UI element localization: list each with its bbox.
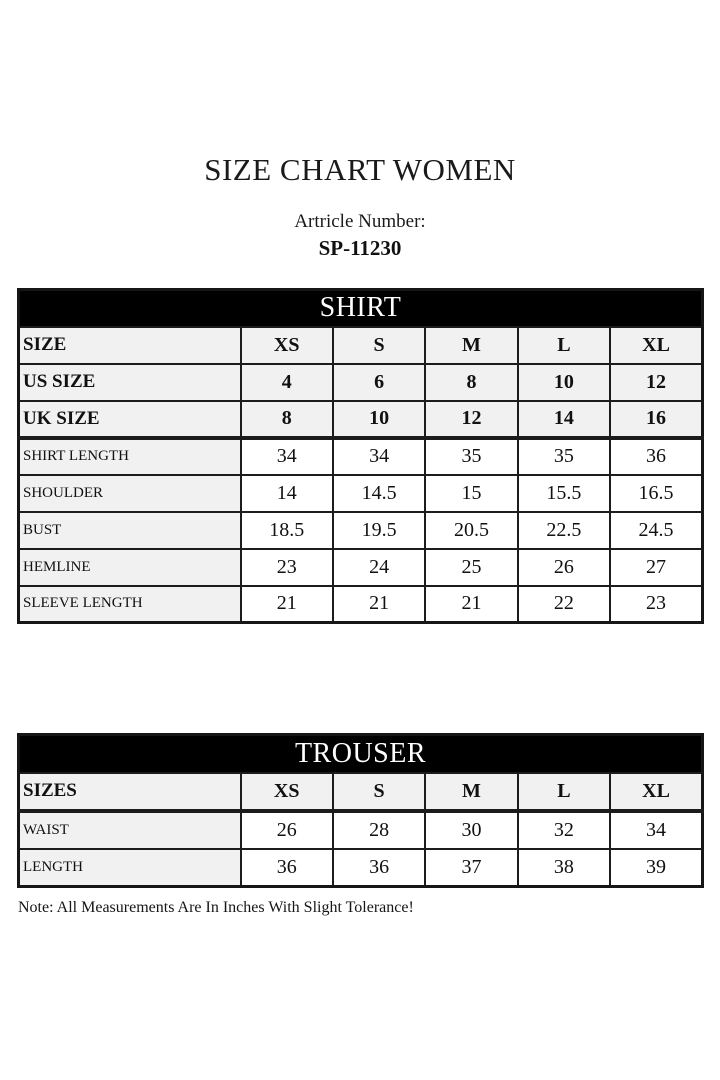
value-cell: 24 bbox=[333, 549, 425, 586]
value-cell: 21 bbox=[241, 586, 333, 623]
trouser-size-table bbox=[17, 733, 704, 888]
measure-row-label: SHIRT LENGTH bbox=[19, 438, 241, 475]
table-title: TROUSER bbox=[19, 735, 703, 773]
measurement-note: Note: All Measurements Are In Inches With Slight Tolerance! bbox=[18, 899, 414, 916]
table-row bbox=[19, 849, 703, 887]
size-cell: 16 bbox=[610, 401, 702, 438]
size-cell: 10 bbox=[333, 401, 425, 438]
size-cell: S bbox=[333, 773, 425, 811]
value-cell: 24.5 bbox=[610, 512, 702, 549]
value-cell: 28 bbox=[333, 811, 425, 849]
size-cell: XS bbox=[241, 773, 333, 811]
size-cell: S bbox=[333, 327, 425, 364]
measure-row-label: BUST bbox=[19, 512, 241, 549]
value-cell: 23 bbox=[610, 586, 702, 623]
value-cell: 14 bbox=[241, 475, 333, 512]
size-cell: M bbox=[425, 327, 517, 364]
value-cell: 14.5 bbox=[333, 475, 425, 512]
article-number-label: Artricle Number: bbox=[294, 211, 426, 232]
size-cell: 8 bbox=[241, 401, 333, 438]
size-cell: 12 bbox=[610, 364, 702, 401]
value-cell: 21 bbox=[425, 586, 517, 623]
value-cell: 23 bbox=[241, 549, 333, 586]
table-row bbox=[19, 512, 703, 549]
measure-row-label: SHOULDER bbox=[19, 475, 241, 512]
size-cell: 6 bbox=[333, 364, 425, 401]
table-title: SHIRT bbox=[19, 290, 703, 327]
size-cell: 8 bbox=[425, 364, 517, 401]
table-row bbox=[19, 327, 703, 364]
size-cell: 14 bbox=[518, 401, 610, 438]
value-cell: 35 bbox=[518, 438, 610, 475]
value-cell: 36 bbox=[610, 438, 702, 475]
value-cell: 15 bbox=[425, 475, 517, 512]
size-cell: XL bbox=[610, 327, 702, 364]
value-cell: 22 bbox=[518, 586, 610, 623]
size-cell: M bbox=[425, 773, 517, 811]
measure-row-label: WAIST bbox=[19, 811, 241, 849]
table-row bbox=[19, 549, 703, 586]
measure-row-label: LENGTH bbox=[19, 849, 241, 887]
value-cell: 15.5 bbox=[518, 475, 610, 512]
article-number-value: SP-11230 bbox=[318, 236, 402, 260]
value-cell: 20.5 bbox=[425, 512, 517, 549]
size-cell: XS bbox=[241, 327, 333, 364]
value-cell: 26 bbox=[518, 549, 610, 586]
shirt-size-table bbox=[17, 288, 704, 624]
table-row bbox=[19, 475, 703, 512]
value-cell: 30 bbox=[425, 811, 517, 849]
table-row bbox=[19, 364, 703, 401]
value-cell: 26 bbox=[241, 811, 333, 849]
table-row bbox=[19, 401, 703, 438]
size-row-label: UK SIZE bbox=[19, 401, 241, 438]
size-cell: 12 bbox=[425, 401, 517, 438]
value-cell: 18.5 bbox=[241, 512, 333, 549]
table-header-row bbox=[19, 290, 703, 327]
value-cell: 25 bbox=[425, 549, 517, 586]
value-cell: 27 bbox=[610, 549, 702, 586]
size-cell: L bbox=[518, 773, 610, 811]
table-row bbox=[19, 811, 703, 849]
size-row-label: SIZE bbox=[19, 327, 241, 364]
size-row-label: US SIZE bbox=[19, 364, 241, 401]
value-cell: 34 bbox=[241, 438, 333, 475]
value-cell: 39 bbox=[610, 849, 702, 887]
value-cell: 16.5 bbox=[610, 475, 702, 512]
value-cell: 37 bbox=[425, 849, 517, 887]
value-cell: 34 bbox=[333, 438, 425, 475]
table-row bbox=[19, 438, 703, 475]
table-header-row bbox=[19, 735, 703, 773]
size-cell: L bbox=[518, 327, 610, 364]
value-cell: 38 bbox=[518, 849, 610, 887]
value-cell: 22.5 bbox=[518, 512, 610, 549]
size-cell: XL bbox=[610, 773, 702, 811]
page-title: SIZE CHART WOMEN bbox=[204, 152, 516, 187]
value-cell: 32 bbox=[518, 811, 610, 849]
size-cell: 10 bbox=[518, 364, 610, 401]
value-cell: 34 bbox=[610, 811, 702, 849]
table-row bbox=[19, 773, 703, 811]
value-cell: 21 bbox=[333, 586, 425, 623]
size-cell: 4 bbox=[241, 364, 333, 401]
value-cell: 36 bbox=[333, 849, 425, 887]
measure-row-label: SLEEVE LENGTH bbox=[19, 586, 241, 623]
table-row bbox=[19, 586, 703, 623]
measure-row-label: HEMLINE bbox=[19, 549, 241, 586]
value-cell: 19.5 bbox=[333, 512, 425, 549]
value-cell: 36 bbox=[241, 849, 333, 887]
value-cell: 35 bbox=[425, 438, 517, 475]
size-row-label: SIZES bbox=[19, 773, 241, 811]
